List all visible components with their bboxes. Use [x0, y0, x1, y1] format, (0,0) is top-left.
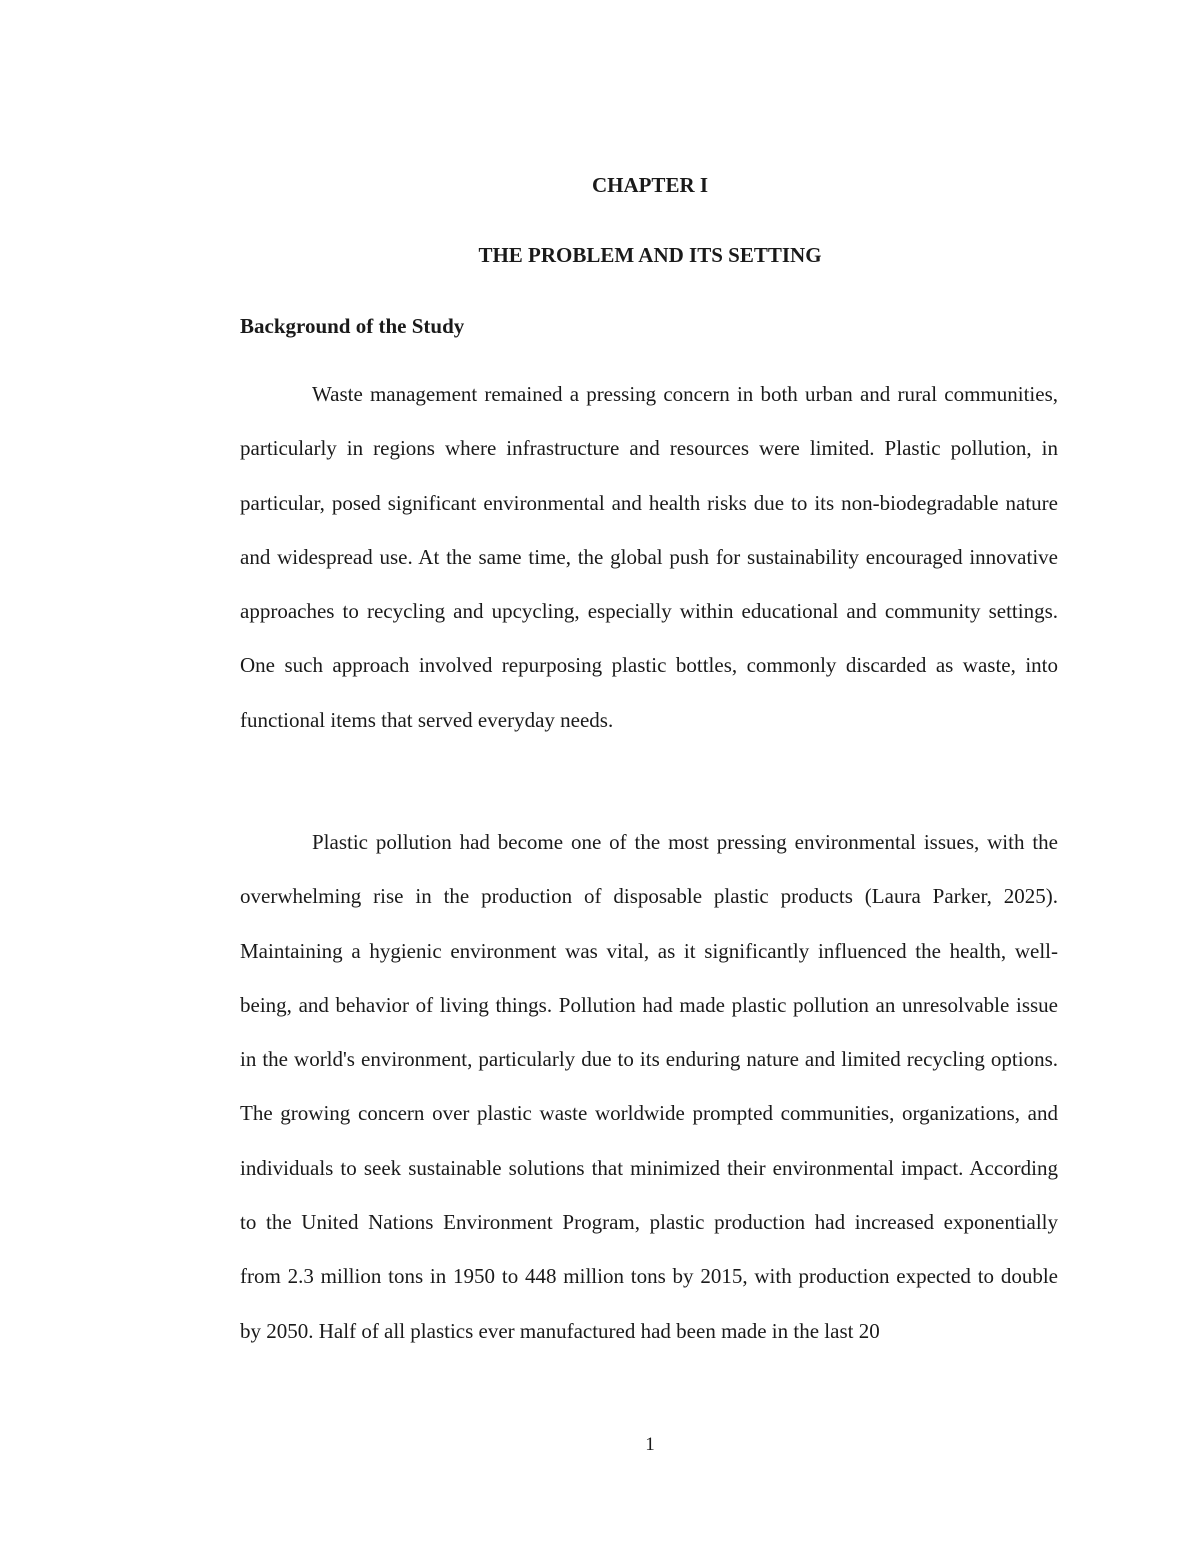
section-heading: Background of the Study — [240, 314, 465, 338]
page-number: 1 — [645, 1434, 655, 1455]
body-paragraph: Plastic pollution had become one of the most pressing environmental issues, with the overwhelming rise in the production of disposable plastic products (Laura Parker, 2025). Maintaining a hygienic environment was vital, as it significantly influenced the health, well-being, and behavior of living things. Pollution had made plastic pollution an unresolvable issue in the world's environment, particularly due to its enduring nature and limited recycling options. The growing concern over plastic waste worldwide prompted communities, organizations, and individuals to seek sustainable solutions that minimized their environmental impact. According to the United Nations Environment Program, plastic production had increased exponentially from 2.3 million tons in 1950 to 448 million tons by 2015, with production expected to double by 2050. Half of all plastics ever manufactured had been made in the last 20 — [240, 830, 1058, 1343]
chapter-title: CHAPTER I — [591, 173, 709, 197]
body-paragraph: Waste management remained a pressing concern in both urban and rural communities, particularly in regions where infrastructure and resources were limited. Plastic pollution, in particular, posed significant environmental and health risks due to its non-biodegradable nature and widespread use. At the same time, the global push for sustainability encouraged innovative approaches to recycling and upcycling, especially within educational and community settings. One such approach involved repurposing plastic bottles, commonly discarded as waste, into functional items that served everyday needs. — [240, 382, 1058, 732]
chapter-subtitle: THE PROBLEM AND ITS SETTING — [478, 243, 822, 267]
